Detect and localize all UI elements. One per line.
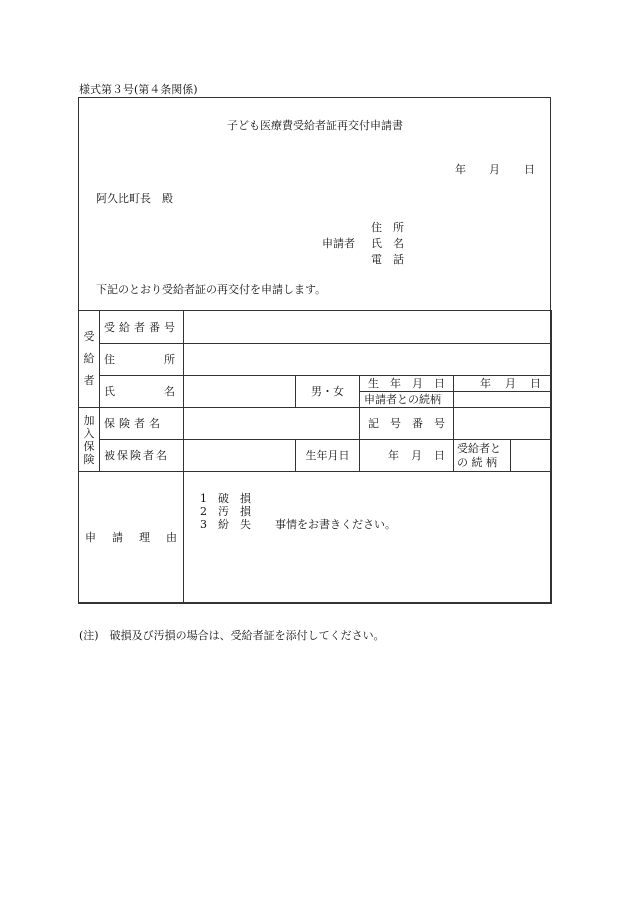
insurer-row — [79, 408, 552, 440]
insured-relation-label: 受給者と の 続 柄 — [454, 440, 511, 472]
reason-row — [79, 472, 552, 604]
recipient-number-field[interactable] — [184, 311, 552, 344]
recipient-section-label: 受 給 者 — [79, 311, 100, 408]
reason-item-damaged[interactable]: 1 破 損 — [200, 492, 251, 505]
recipient-name-field[interactable] — [184, 376, 296, 408]
applicant-labels — [371, 220, 404, 268]
birth-date-label: 生 年 月 日 — [360, 376, 454, 392]
date-month-label: 月 — [489, 163, 500, 176]
reason-item-soiled[interactable]: 2 汚 損 — [200, 505, 251, 518]
recipient-address-field[interactable] — [184, 344, 552, 376]
reason-instruction: 事情をお書きください。 — [275, 518, 396, 531]
reason-item-lost[interactable]: 3 紛 失 事情をお書きください。 — [200, 518, 396, 531]
intro-text: 下記のとおり受給者証の再交付を申請します。 — [96, 283, 327, 296]
form-title: 子ども医療費受給者証再交付申請書 — [227, 119, 403, 132]
insurer-field[interactable] — [184, 408, 360, 440]
recipient-address-label: 住 所 — [100, 344, 184, 376]
sex-selector[interactable]: 男・女 — [296, 376, 360, 408]
application-table — [78, 310, 552, 604]
recipient-address-row — [79, 344, 552, 376]
date-day-label: 日 — [524, 163, 535, 176]
footnote: (注) 破損及び汚損の場合は、受給者証を添付してください。 — [79, 629, 385, 642]
form-label: 様式第３号(第４条関係) — [79, 83, 198, 96]
applicant-address-label: 住 所 — [371, 221, 404, 234]
recipient-number-label: 受給者番号 — [100, 311, 184, 344]
relation-field[interactable] — [454, 392, 552, 408]
recipient-name-label: 氏 名 — [100, 376, 184, 408]
symbol-number-field[interactable] — [454, 408, 552, 440]
insurance-section-label: 加 入 保 険 — [79, 408, 100, 472]
insured-field[interactable] — [184, 440, 296, 472]
applicant-name-label: 氏 名 — [371, 237, 404, 250]
reason-label: 申 請 理 由 — [79, 472, 184, 604]
insured-birth-label: 生年月日 — [296, 440, 360, 472]
insurer-label: 保険者名 — [100, 408, 184, 440]
recipient-number-row — [79, 311, 552, 344]
applicant-phone-label: 電 話 — [371, 253, 404, 266]
relation-label: 申請者との続柄 — [360, 392, 454, 408]
recipient-name-row — [79, 376, 552, 392]
applicant-prefix: 申請者 — [322, 237, 355, 250]
insured-label: 被保険者名 — [100, 440, 184, 472]
insured-relation-field[interactable] — [511, 440, 552, 472]
birth-date-field[interactable]: 年 月 日 — [454, 376, 552, 392]
reason-field[interactable] — [184, 472, 552, 604]
addressee: 阿久比町長 殿 — [96, 192, 173, 205]
symbol-number-label: 記 号 番 号 — [360, 408, 454, 440]
insured-row — [79, 440, 552, 472]
date-year-label: 年 — [455, 163, 466, 176]
insured-birth-field[interactable]: 年 月 日 — [360, 440, 454, 472]
